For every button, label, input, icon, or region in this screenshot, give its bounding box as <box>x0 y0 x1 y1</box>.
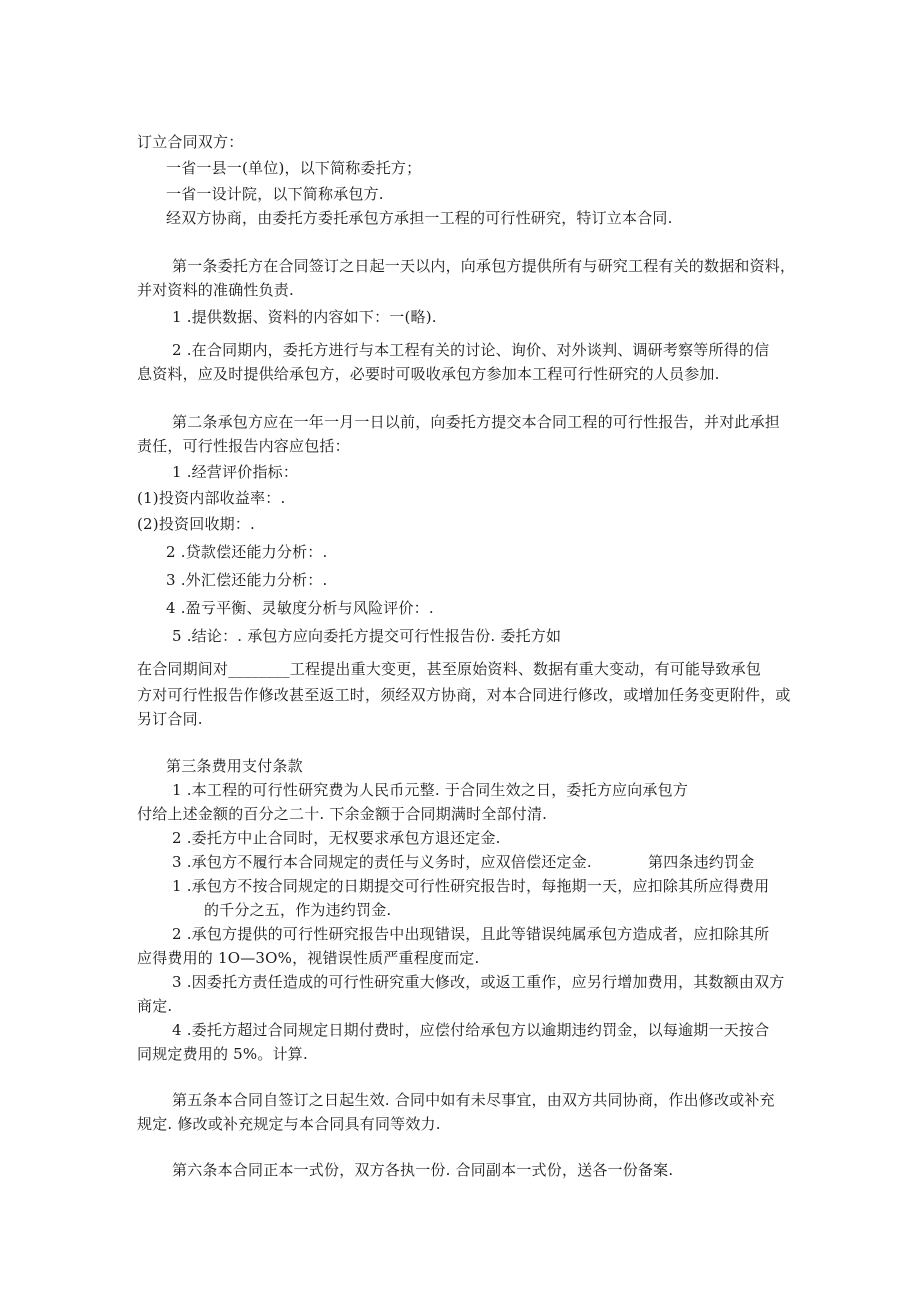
article-3-item-3: 3 .承包方不履行本合同规定的责任与义务时，应双倍偿还定金. <box>172 853 592 871</box>
article-1-text-cont: 并对资料的准确性负责. <box>137 281 294 299</box>
article-3-title: 第三条费用支付条款 <box>166 757 303 775</box>
article-4-item-1-cont: 的千分之五，作为违约罚金. <box>204 901 392 919</box>
article-2-subitem-1: (1)投资内部收益率：. <box>137 489 286 507</box>
article-4-title: 第四条违约罚金 <box>648 853 755 871</box>
article-2-item-1: 1 .经营评价指标： <box>172 463 299 481</box>
article-4-item-3-cont: 商定. <box>137 997 173 1015</box>
article-3-item-2: 2 .委托方中止合同时，无权要求承包方退还定金. <box>172 829 501 847</box>
article-4-item-2-cont: 应得费用的 1O—3O%，视错误性质严重程度而定. <box>137 949 480 967</box>
parties-heading: 订立合同双方： <box>137 133 244 151</box>
article-2-text: 第二条承包方应在一年一月一日以前，向委托方提交本合同工程的可行性报告，并对此承担 <box>172 413 781 431</box>
article-1-item-2: 2 .在合同期内，委托方进行与本工程有关的讨论、询价、对外谈判、调研考察等所得的信 <box>172 341 770 359</box>
article-5-text-cont: 规定. 修改或补充规定与本合同具有同等效力. <box>137 1115 441 1133</box>
article-3-item-1: 1 .本工程的可行性研究费为人民币元整. 于合同生效之日，委托方应向承包方 <box>172 781 689 799</box>
article-4-item-3: 3 .因委托方责任造成的可行性研究重大修改，或返工重作，应另行增加费用，其数额由双方 <box>172 973 785 991</box>
article-6-text: 第六条本合同正本一式份，双方各执一份. 合同副本一式份，送各一份备案. <box>172 1161 674 1179</box>
change-clause-prefix: 在合同期间对 <box>137 660 229 678</box>
article-4-item-4: 4 .委托方超过合同规定日期付费时，应偿付给承包方以逾期违约罚金，以每逾期一天按合 <box>172 1021 770 1039</box>
article-2-item-5: 5 .结论：. 承包方应向委托方提交可行性报告份. 委托方如 <box>172 627 562 645</box>
article-2-item-2: 2 .贷款偿还能力分析：. <box>166 543 328 561</box>
party-client: 一省一县一(单位)，以下简称委托方； <box>166 159 422 177</box>
article-3-item-1-cont: 付给上述金额的百分之二十. 下余金额于合同期满时全部付清. <box>137 805 548 823</box>
article-2-item-4: 4 .盈亏平衡、灵敏度分析与风险评价：. <box>166 599 434 617</box>
article-2-text-cont: 责任，可行性报告内容应包括： <box>137 437 350 455</box>
article-5-text: 第五条本合同自签订之日起生效. 合同中如有未尽事宜，由双方共同协商，作出修改或补充 <box>172 1091 775 1109</box>
article-1-item-2-cont: 息资料，应及时提供给承包方，必要时可吸收承包方参加本工程可行性研究的人员参加. <box>137 365 720 383</box>
article-4-item-4-cont: 同规定费用的 5%。计算. <box>137 1045 308 1063</box>
intro-statement: 经双方协商，由委托方委托承包方承担一工程的可行性研究，特订立本合同. <box>166 209 673 227</box>
article-2-subitem-2: (2)投资回收期：. <box>137 515 256 533</box>
article-2-change-clause-cont: 方对可行性报告作修改甚至返工时，须经双方协商，对本合同进行修改，或增加任务变更附件，或 <box>137 686 791 704</box>
party-contractor: 一省一设计院，以下简称承包方. <box>166 185 384 203</box>
blank-fill-line: ________ <box>228 660 290 678</box>
change-clause-suffix: 工程提出重大变更，甚至原始资料、数据有重大变动，有可能导致承包 <box>289 660 762 678</box>
article-4-item-2: 2 .承包方提供的可行性研究报告中出现错误，且此等错误纯属承包方造成者，应扣除其所 <box>172 925 770 943</box>
article-2-item-3: 3 .外汇偿还能力分析：. <box>166 571 328 589</box>
article-2-change-clause-end: 另订合同. <box>137 710 203 728</box>
article-1-text: 第一条委托方在合同签订之日起一天以内，向承包方提供所有与研究工程有关的数据和资料， <box>172 257 796 275</box>
article-1-item-1: 1 .提供数据、资料的内容如下：一(略). <box>172 308 437 326</box>
article-4-item-1: 1 .承包方不按合同规定的日期提交可行性研究报告时，每拖期一天，应扣除其所应得费用 <box>172 877 770 895</box>
article-2-change-clause <box>137 659 761 679</box>
